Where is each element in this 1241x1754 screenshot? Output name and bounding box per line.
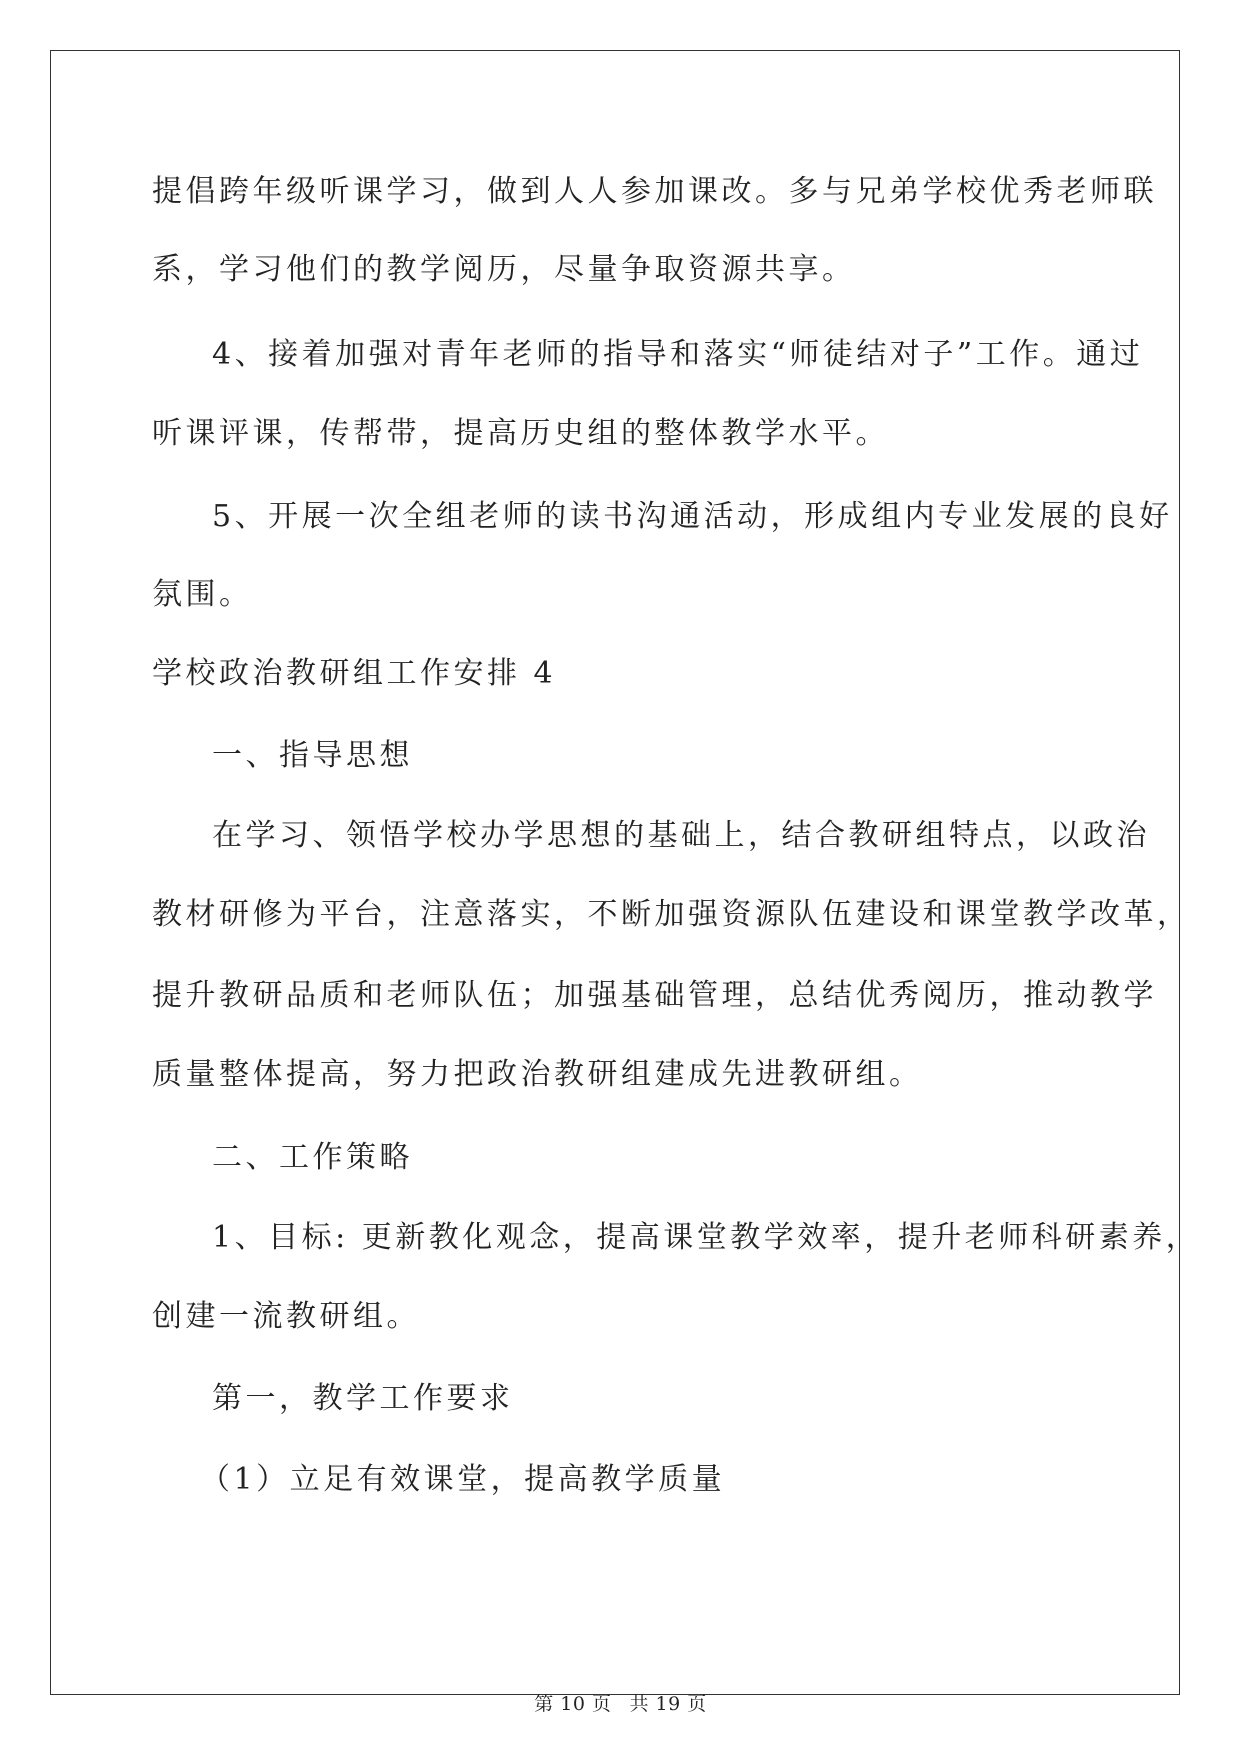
- paragraph-line: 5、开展一次全组老师的读书沟通活动，形成组内专业发展的良好: [212, 499, 1173, 534]
- section-heading: 学校政治教研组工作安排 4: [152, 656, 557, 691]
- paragraph-line: 听课评课，传帮带，提高历史组的整体教学水平。: [152, 416, 889, 451]
- paragraph-line: 4、接着加强对青年老师的指导和落实“师徒结对子”工作。通过: [212, 337, 1144, 372]
- paragraph-line: 创建一流教研组。: [152, 1299, 420, 1334]
- page-border: [50, 50, 1180, 1695]
- paragraph-line: 在学习、领悟学校办学思想的基础上，结合教研组特点，以政治: [212, 818, 1150, 853]
- paragraph-line: 氛围。: [152, 577, 253, 612]
- paragraph-line: 教材研修为平台，注意落实，不断加强资源队伍建设和课堂教学改革，: [152, 897, 1191, 932]
- paragraph-line: 第一，教学工作要求: [212, 1381, 514, 1416]
- page-footer: [0, 1692, 1241, 1716]
- subheading: 二、工作策略: [212, 1140, 413, 1175]
- paragraph-line: 提倡跨年级听课学习，做到人人参加课改。多与兄弟学校优秀老师联: [152, 174, 1157, 209]
- paragraph-line: 1、目标: 更新教化观念，提高课堂教学效率，提升老师科研素养，: [212, 1220, 1200, 1255]
- paragraph-line: 系，学习他们的教学阅历，尽量争取资源共享。: [152, 252, 856, 287]
- page-number-total: 共 19 页: [629, 1693, 707, 1715]
- page-number-current: 第 10 页: [534, 1693, 612, 1715]
- paragraph-line: 质量整体提高，努力把政治教研组建成先进教研组。: [152, 1057, 923, 1092]
- paragraph-line: （1）立足有效课堂，提高教学质量: [200, 1462, 726, 1497]
- paragraph-line: 提升教研品质和老师队伍；加强基础管理，总结优秀阅历，推动教学: [152, 978, 1157, 1013]
- subheading: 一、指导思想: [212, 738, 413, 773]
